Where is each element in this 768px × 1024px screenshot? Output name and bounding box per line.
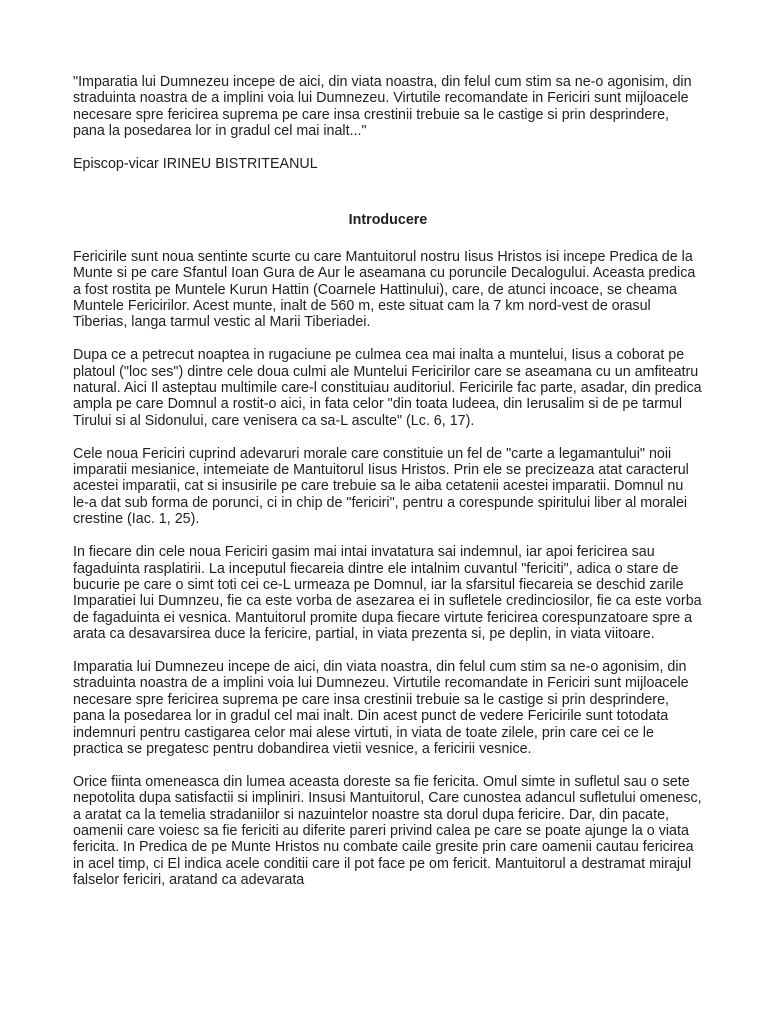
epigraph-quote: "Imparatia lui Dumnezeu incepe de aici, din viata noastra, din felul cum stim sa ne-o agonisim, din straduinta noastra de a implini voia lui Dumnezeu. Virtutile recomandate in Fericiri sunt mijloacele necesare spre fericirea suprema pe care insa crestinii trebuie sa le castige si prin desprindere, pana la posedarea lor in gradul cel mai inalt..." bbox=[73, 74, 692, 140]
body-paragraph: Dupa ce a petrecut noaptea in rugaciune pe culmea cea mai inalta a muntelui, Iisus a coborat pe platoul ("loc ses") dintre cele doua culmi ale Muntelui Fericirilor care se aseamana cu un amfiteatru natural. Aici Il asteptau multimile care-l constituiau auditoriul. Fericirile fac parte, asadar, din predica ampla pe care Domnul a rostit-o aici, in fata celor "din toata Iudeea, din Ierusalim si de pe tarmul Tirului si al Sidonului, care venisera ca sa-L asculte" (Lc. 6, 17). bbox=[73, 347, 702, 429]
body-paragraph: Fericirile sunt noua sentinte scurte cu care Mantuitorul nostru Iisus Hristos isi incepe Predica de la Munte si pe care Sfantul Ioan Gura de Aur le aseamana cu poruncile Decalogului. Aceasta predica a fost rostita pe Muntele Kurun Hattin (Coarnele Hattinului), care, de atunci incoace, se cheama Muntele Fericirilor. Acest munte, inalt de 560 m, este situat cam la 7 km nord-vest de orasul Tiberias, langa tarmul vestic al Marii Tiberiadei. bbox=[73, 248, 696, 331]
body-paragraph: Cele noua Fericiri cuprind adevaruri morale care constituie un fel de "carte a legamantului" noii imparatii mesianice, intemeiate de Mantuitorul Iisus Hristos. Prin ele se precizeaza atat caracterul acestei imparatii, cat si insusirile pe care trebuie sa le aiba cetatenii acestei imparatii. Domnul nu le-a dat sub forma de porunci, ci in chip de "fericiri", pentru a corespunde spiritului liber al moralei crestine (Iac. 1, 25). bbox=[73, 445, 689, 528]
section-heading: Introducere bbox=[348, 212, 428, 229]
body-paragraph: Imparatia lui Dumnezeu incepe de aici, din viata noastra, din felul cum stim sa ne-o agonisim, din straduinta noastra de a implini voia lui Dumnezeu. Virtutile recomandate in Fericiri sunt mijloacele necesare spre fericirea suprema pe care insa crestinii trebuie sa le castige si prin desprindere, pana la posedarea lor in gradul cel mai inalt. Din acest punct de vedere Fericirile sunt totodata indemnuri pentru castigarea celor mai alese virtuti, in viata de toate zilele, prin care cei ce le practica se pregatesc pentru dobandirea vietii vesnice, a fericirii vesnice. bbox=[73, 658, 689, 757]
body-paragraph: Orice fiinta omeneasca din lumea aceasta doreste sa fie fericita. Omul simte in sufletul sau o sete nepotolita dupa satisfactii si impliniri. Insusi Mantuitorul, Care cunostea adancul sufletului omenesc, a aratat ca la temelia stradaniilor si nazuintelor noastre sta dorul dupa fericire. Dar, din pacate, oamenii care voiesc sa fie fericiti au diferite pareri privind calea pe care se poate ajunge la o viata fericita. In Predica de pe Munte Hristos nu combate caile gresite prin care oamenii cautau fericirea in acel timp, ci El indica acele conditii care il pot face pe om fericit. Mantuitorul a destramat mirajul falselor fericiri, aratand ca adevarata bbox=[73, 773, 702, 889]
document-page bbox=[73, 74, 703, 905]
epigraph-signature: Episcop-vicar IRINEU BISTRITEANUL bbox=[73, 156, 318, 173]
body-paragraph: In fiecare din cele noua Fericiri gasim mai intai invatatura sai indemnul, iar apoi fericirea sau fagaduinta rasplatirii. La inceputul fiecareia dintre ele intalnim cuvantul "fericiti", adica o stare de bucurie pe care o simt toti cei ce-L urmeaza pe Domnul, iar la sfarsitul fiecareia se deschid zarile Imparatiei lui Dumnzeu, fie ca este vorba de asezarea ei in sufletele credinciosilor, fie ca este vorba de fagaduinta ei vesnica. Mantuitorul promite dupa fiecare virtute fericirea corespunzatoare spre a arata ca desavarsirea duce la fericire, partial, in viata prezenta si, pe deplin, in viata viitoare. bbox=[73, 544, 702, 643]
